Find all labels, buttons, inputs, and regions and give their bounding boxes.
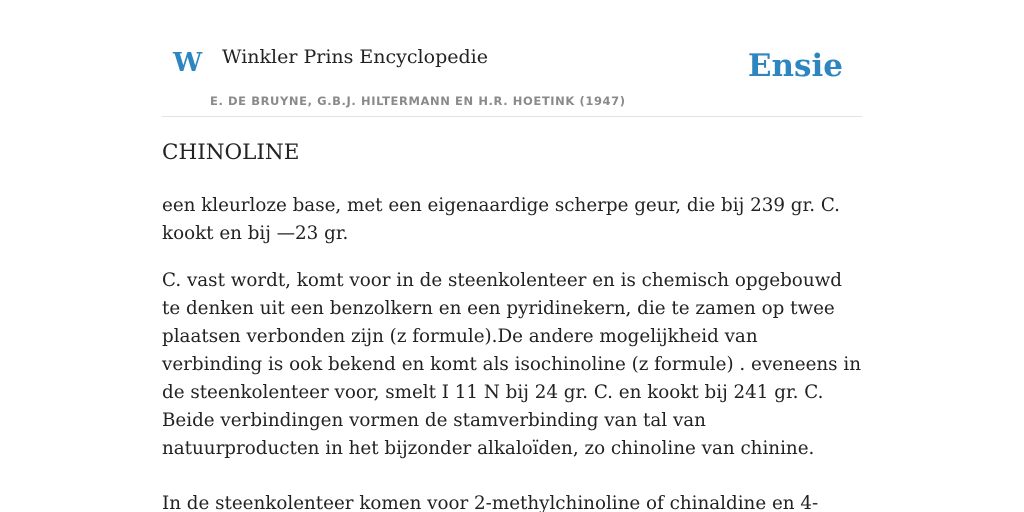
source-logo[interactable]: W (173, 48, 203, 78)
content-column (162, 0, 862, 512)
source-authors: E. DE BRUYNE, G.B.J. HILTERMANN EN H.R. HOETINK (1947) (210, 94, 626, 108)
source-header (162, 0, 862, 117)
article-paragraph: In de steenkolenteer komen voor 2-methylchinoline of chinaldine en 4- (162, 493, 819, 512)
article-body (162, 192, 862, 512)
brand-logo[interactable]: Ensie (747, 48, 843, 84)
source-title[interactable]: Winkler Prins Encyclopedie (222, 46, 488, 68)
article-paragraph: C. vast wordt, komt voor in de steenkolenteer en is chemisch opgebouwd te denken uit een benzolkern en een pyridinekern, die te zamen op twee plaatsen verbonden zijn (z formule).De andere mogelijkheid van verbinding is ook bekend en komt als isochinoline (z formule) . eveneens in de steenkolenteer voor, smelt I 11 N bij 24 gr. C. en kookt bij 241 gr. C. Beide verbindingen vormen de stamverbinding van tal van natuurproducten in het bijzonder alkaloïden, zo chinoline van chinine. (162, 270, 861, 459)
article-title: CHINOLINE (162, 140, 300, 165)
article-paragraph: een kleurloze base, met een eigenaardige scherpe geur, die bij 239 gr. C. kookt en bij —23 gr. (162, 195, 840, 244)
